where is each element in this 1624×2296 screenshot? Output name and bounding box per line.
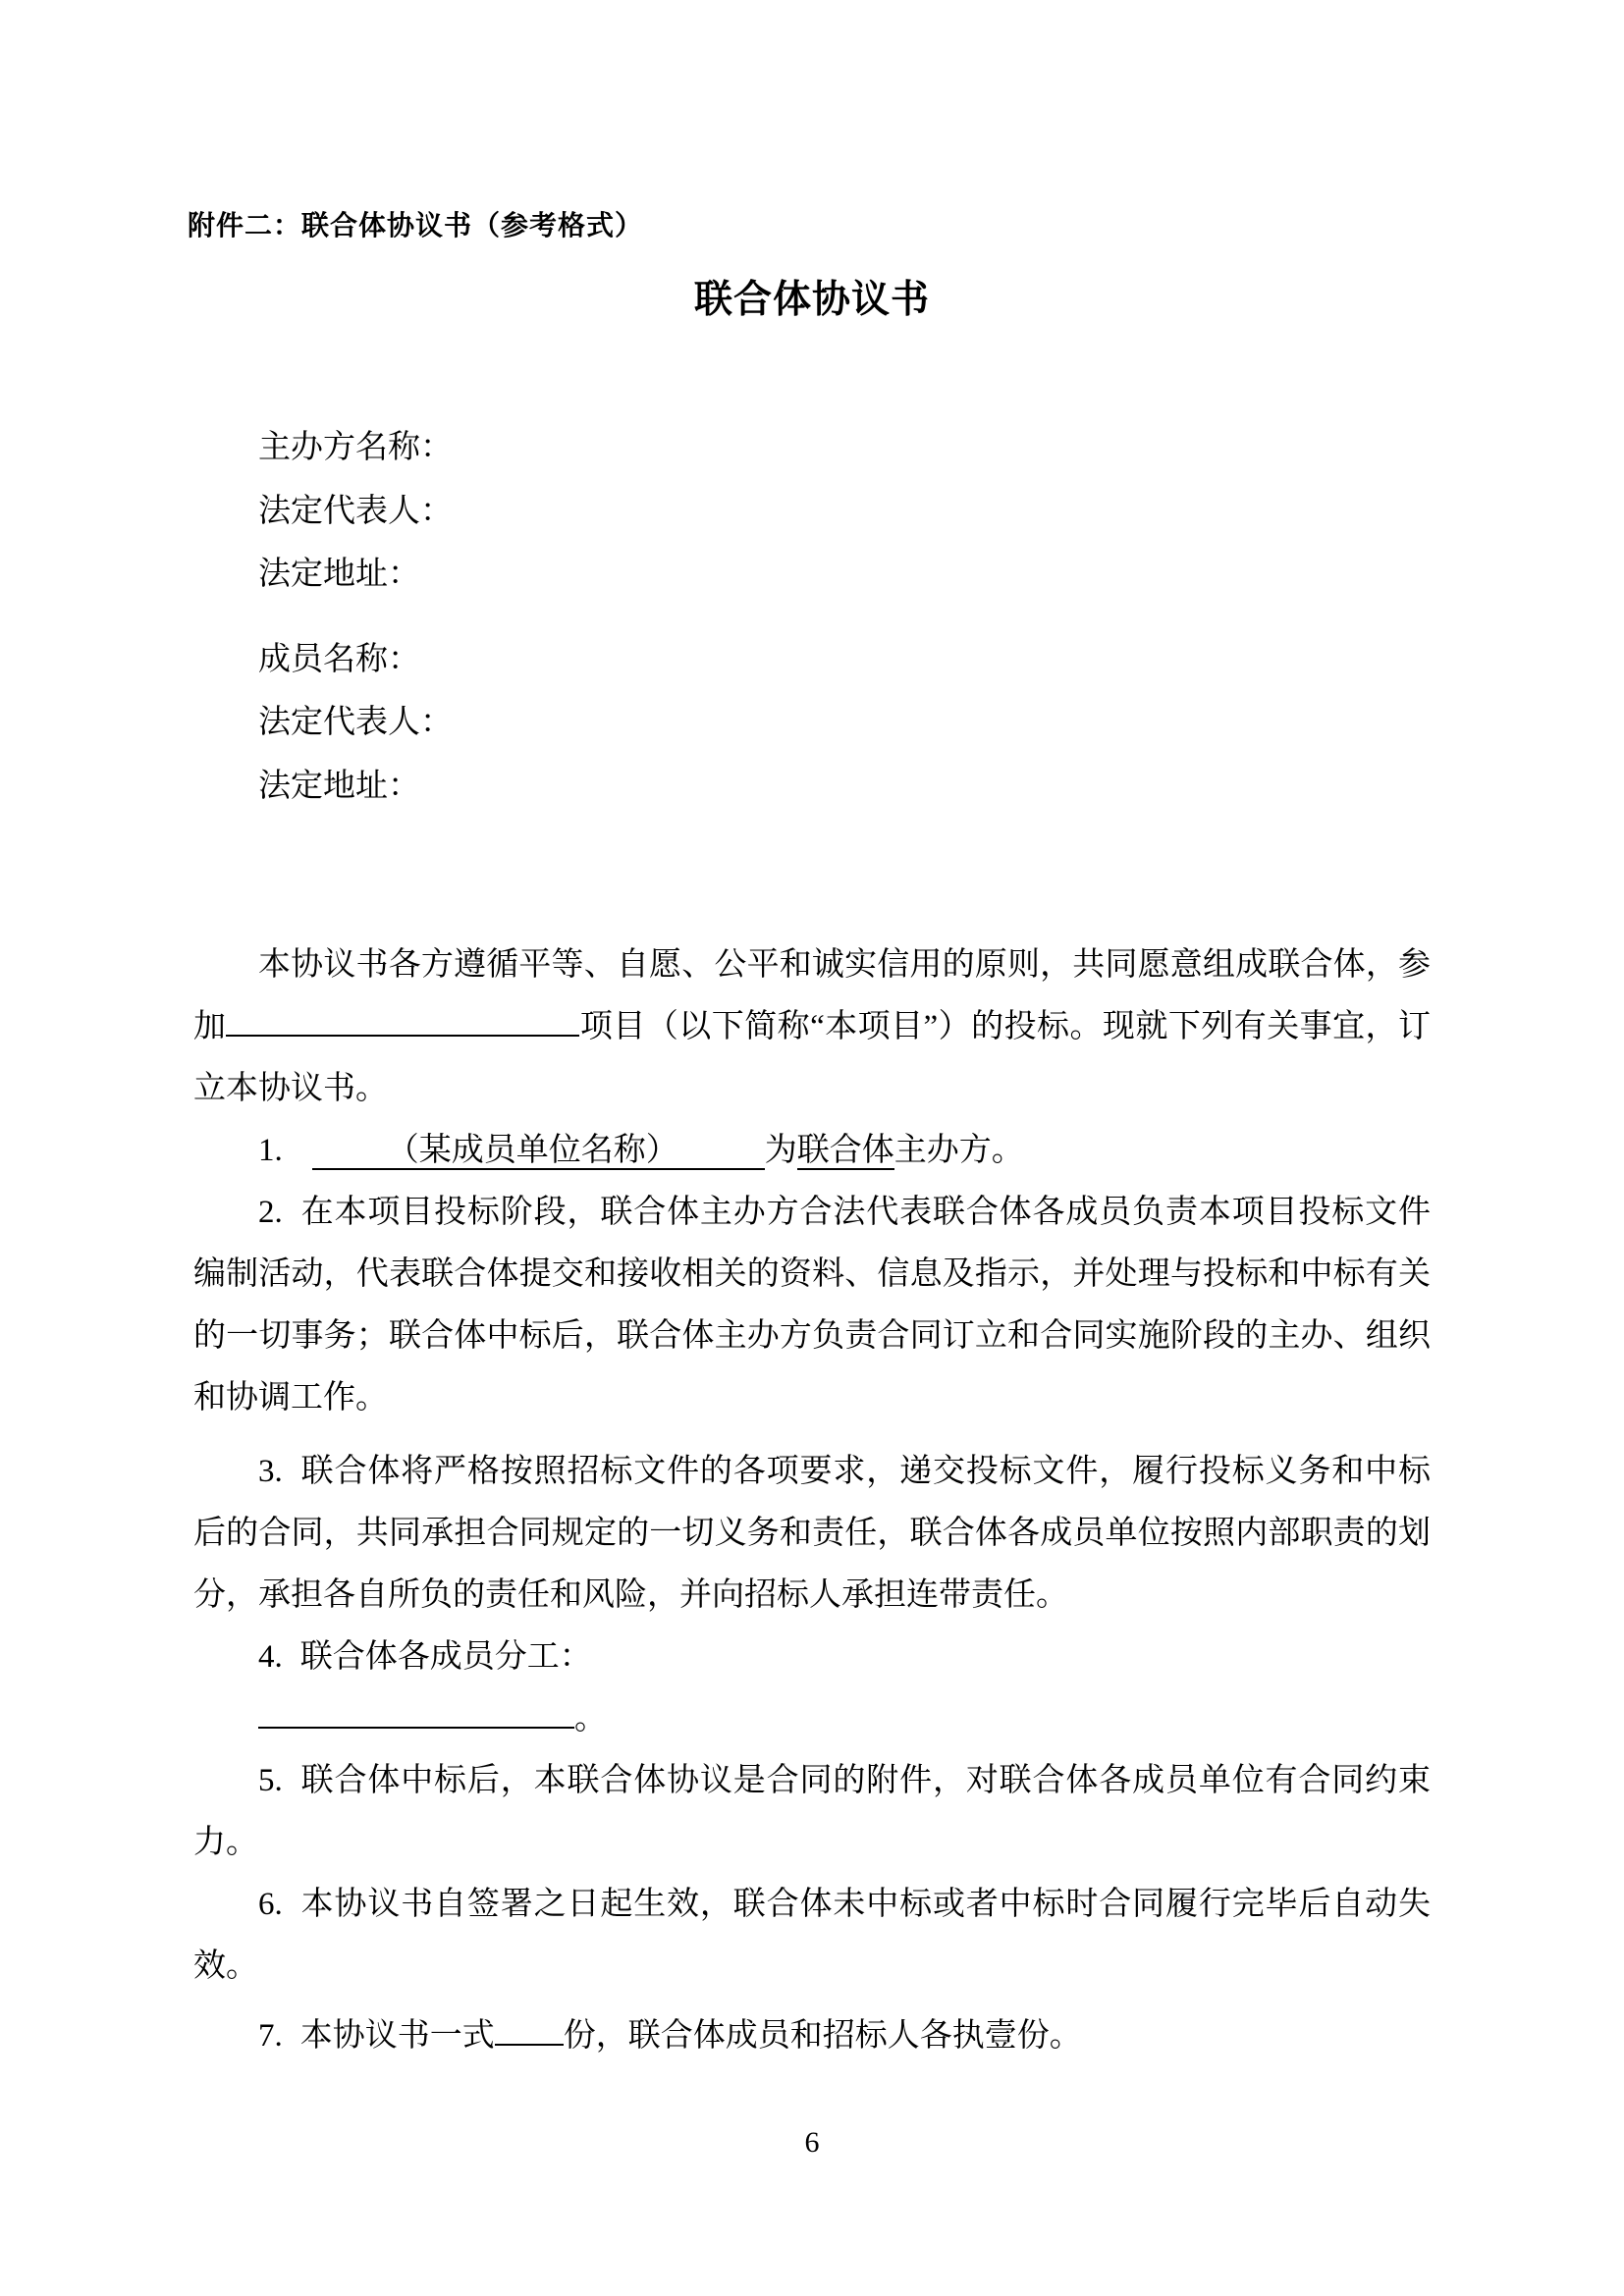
clause-3-number: 3. [258, 1454, 283, 1489]
clause-1-tail-text: 主办方。 [893, 1133, 1024, 1168]
division-blank-line [193, 1688, 1431, 1750]
host-party-fields [258, 416, 453, 607]
host-legal-address-label: 法定地址： [258, 557, 420, 592]
clause-1-mid-text: 为 [764, 1133, 797, 1168]
clause-3-text: 联合体将严格按照招标文件的各项要求，递交投标文件，履行投标义务和中标后的合同，共同承担合同规定的一切义务和责任，联合体各成员单位按照内部职责的划分，承担各自所负的责任和风险，并向招标人承担连带责任。 [193, 1454, 1431, 1613]
clause-5-text: 联合体中标后，本联合体协议是合同的附件，对联合体各成员单位有合同约束力。 [193, 1763, 1431, 1860]
clause-7-text-after: 份，联合体成员和招标人各执壹份。 [563, 2018, 1082, 2054]
clause-4-number: 4. [258, 1639, 283, 1675]
clause-1-underlined-text: 联合体 [796, 1133, 894, 1168]
page-number: 6 [804, 2126, 820, 2159]
clause-7-text-before: 本协议书一式 [299, 2018, 495, 2054]
division-blank-period: 。 [574, 1701, 607, 1736]
party-fields [258, 416, 453, 818]
clause-2-number: 2. [258, 1195, 283, 1230]
clause-6-number: 6. [258, 1887, 283, 1922]
member-unit-name-blank: （某成员单位名称） [312, 1133, 765, 1170]
member-legal-address-label: 法定地址： [258, 768, 420, 804]
clause-1 [193, 1120, 1431, 1182]
document-title: 联合体协议书 [693, 279, 930, 321]
clause-5 [193, 1750, 1431, 1874]
clause-5-number: 5. [258, 1763, 283, 1798]
intro-text-after: 项目（以下简称“本项目”）的投标。现就下列有关事宜，订立本协议书。 [193, 1009, 1432, 1106]
clause-4 [193, 1627, 1431, 1688]
clause-2-text: 在本项目投标阶段，联合体主办方合法代表联合体各成员负责本项目投标文件编制活动，代表联合体提交和接收相关的资料、信息及指示，并处理与投标和中标有关的一切事务；联合体中标后，联合体主办方负责合同订立和合同实施阶段的主办、组织和协调工作。 [193, 1195, 1431, 1415]
member-name-label: 成员名称： [258, 641, 420, 677]
clause-6-text: 本协议书自签署之日起生效，联合体未中标或者中标时合同履行完毕后自动失效。 [193, 1887, 1431, 1984]
clause-7 [193, 2005, 1431, 2067]
division-blank [258, 1727, 574, 1729]
host-legal-representative-label: 法定代表人： [258, 493, 453, 529]
intro-paragraph [193, 934, 1431, 1120]
clause-4-text: 联合体各成员分工： [299, 1639, 592, 1675]
member-party-fields [258, 628, 453, 819]
intro-text-before: 本协议书各方遵循平等、自愿、公平和诚实信用的原则，共同愿意组成联合体，参加 [193, 947, 1431, 1044]
clause-6 [193, 1874, 1431, 1998]
clause-1-number: 1. [258, 1133, 283, 1168]
member-legal-representative-label: 法定代表人： [258, 705, 453, 740]
host-name-label: 主办方名称： [258, 430, 453, 465]
clause-2 [193, 1182, 1431, 1429]
clause-3 [193, 1441, 1431, 1627]
clause-7-number: 7. [258, 2018, 283, 2054]
copies-count-blank [495, 2044, 564, 2046]
project-name-blank [226, 1035, 579, 1037]
agreement-body [193, 934, 1431, 2067]
attachment-heading: 附件二：联合体协议书（参考格式） [188, 210, 644, 240]
